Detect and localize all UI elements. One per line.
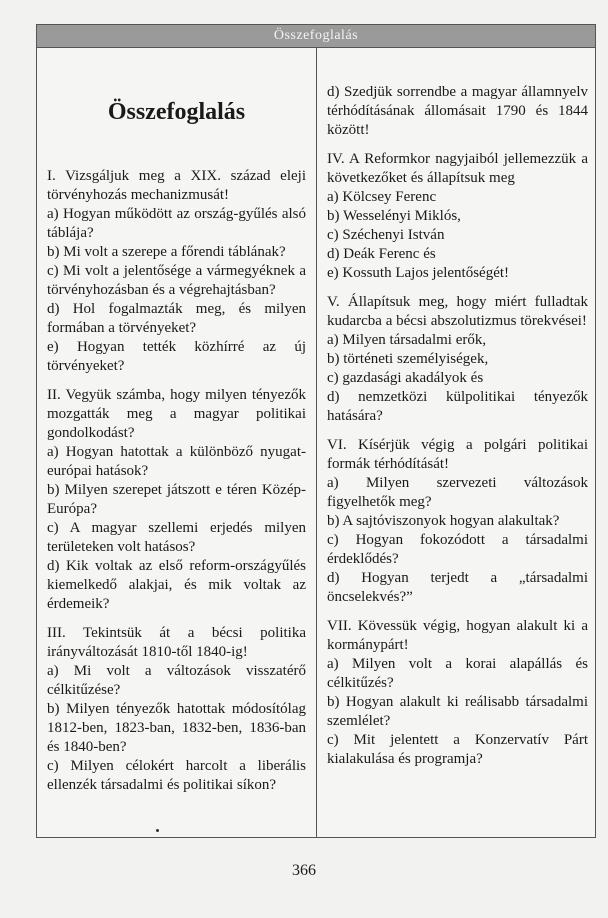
question-item: b) történeti személyiségek, (327, 351, 489, 367)
question-section (327, 617, 588, 769)
question-item: b) Mi volt a szerepe a főrendi táblának? (47, 244, 286, 260)
question-item: d) Kik voltak az első reform-országyűlés kiemelkedő alakjai, és mik voltak az érdemeik? (47, 558, 306, 612)
question-item: d) Hol fogalmazták meg, és milyen formában a törvényeket? (47, 301, 306, 336)
left-sections (47, 167, 306, 795)
question-section (327, 150, 588, 283)
header-bar (37, 25, 595, 48)
section-heading: VII. Kövessük végig, hogyan alakult ki a kormánypárt! (327, 618, 588, 653)
right-sections (327, 83, 588, 769)
question-item: c) gazdasági akadályok és (327, 370, 484, 386)
question-item: b) Wesselényi Miklós, (327, 208, 461, 224)
question-item: c) Széchenyi István (327, 227, 445, 243)
right-column (317, 47, 596, 837)
question-item: a) Mi volt a változások visszatérő célkitűzése? (47, 663, 306, 698)
question-item: a) Hogyan működött az ország-gyűlés alsó táblája? (47, 206, 306, 241)
question-section (327, 436, 588, 607)
question-section (47, 386, 306, 614)
section-heading: IV. A Reformkor nagyjaiból jellemezzük a következőket és állapítsuk meg (327, 151, 588, 186)
question-item: a) Milyen volt a korai alapállás és célkitűzés? (327, 656, 588, 691)
question-section (47, 167, 306, 376)
question-item: e) Kossuth Lajos jelentőségét! (327, 265, 510, 281)
question-item: a) Hogyan hatottak a különböző nyugat-európai hatások? (47, 444, 306, 479)
question-section (47, 624, 306, 795)
question-item: d) Hogyan terjedt a „társadalmi öncselekvés?” (327, 570, 588, 605)
question-item: c) Milyen célokért harcolt a liberális ellenzék társadalmi és politikai síkon? (47, 758, 306, 793)
section-heading: V. Állapítsuk meg, hogy miért fulladtak kudarcba a bécsi abszolutizmus törekvései! (327, 294, 588, 329)
left-column (37, 47, 317, 837)
question-item: b) A sajtóviszonyok hogyan alakultak? (327, 513, 560, 529)
question-item: c) Mi volt a jelentősége a vármegyéknek a törvényhozásban és a végrehajtásban? (47, 263, 306, 298)
question-item: e) Hogyan tették közhírré az új törvényeket? (47, 339, 306, 374)
question-section (327, 293, 588, 426)
section-heading: II. Vegyük számba, hogy milyen tényezők mozgatták meg a magyar politikai gondolkodást? (47, 387, 306, 441)
header-title: Összefoglalás (273, 28, 359, 43)
page-title: Összefoglalás (107, 99, 246, 125)
question-item: d) Szedjük sorrendbe a magyar államnyelv térhódításának állomásait 1790 és 1844 között! (327, 84, 588, 138)
question-item: c) Mit jelentett a Konzervatív Párt kialakulása és programja? (327, 732, 588, 767)
question-section (327, 83, 588, 140)
question-item: a) Milyen szervezeti változások figyelhetők meg? (327, 475, 588, 510)
question-item: d) nemzetközi külpolitikai tényezők hatására? (327, 389, 588, 424)
question-item: d) Deák Ferenc és (327, 246, 436, 262)
question-item: b) Milyen szerepet játszott e téren Közép-Európa? (47, 482, 306, 517)
summary-box (36, 24, 596, 838)
question-item: b) Hogyan alakult ki reálisabb társadalmi szemlélet? (327, 694, 588, 729)
section-heading: I. Vizsgáljuk meg a XIX. század eleji törvényhozás mechanizmusát! (47, 168, 306, 203)
page-number: 366 (292, 862, 316, 879)
question-item: c) Hogyan fokozódott a társadalmi érdeklődés? (327, 532, 588, 567)
bullet-dot (156, 829, 159, 832)
question-item: b) Milyen tényezők hatottak módosítólag 1812-ben, 1823-ban, 1832-ben, 1836-ban és 1840-ben? (47, 701, 306, 755)
section-heading: VI. Kísérjük végig a polgári politikai formák térhódítását! (327, 437, 588, 472)
question-item: a) Kölcsey Ferenc (327, 189, 437, 205)
question-item: a) Milyen társadalmi erők, (327, 332, 487, 348)
section-heading: III. Tekintsük át a bécsi politika irányváltozását 1810-től 1840-ig! (47, 625, 306, 660)
question-item: c) A magyar szellemi erjedés milyen területeken volt hatásos? (47, 520, 306, 555)
